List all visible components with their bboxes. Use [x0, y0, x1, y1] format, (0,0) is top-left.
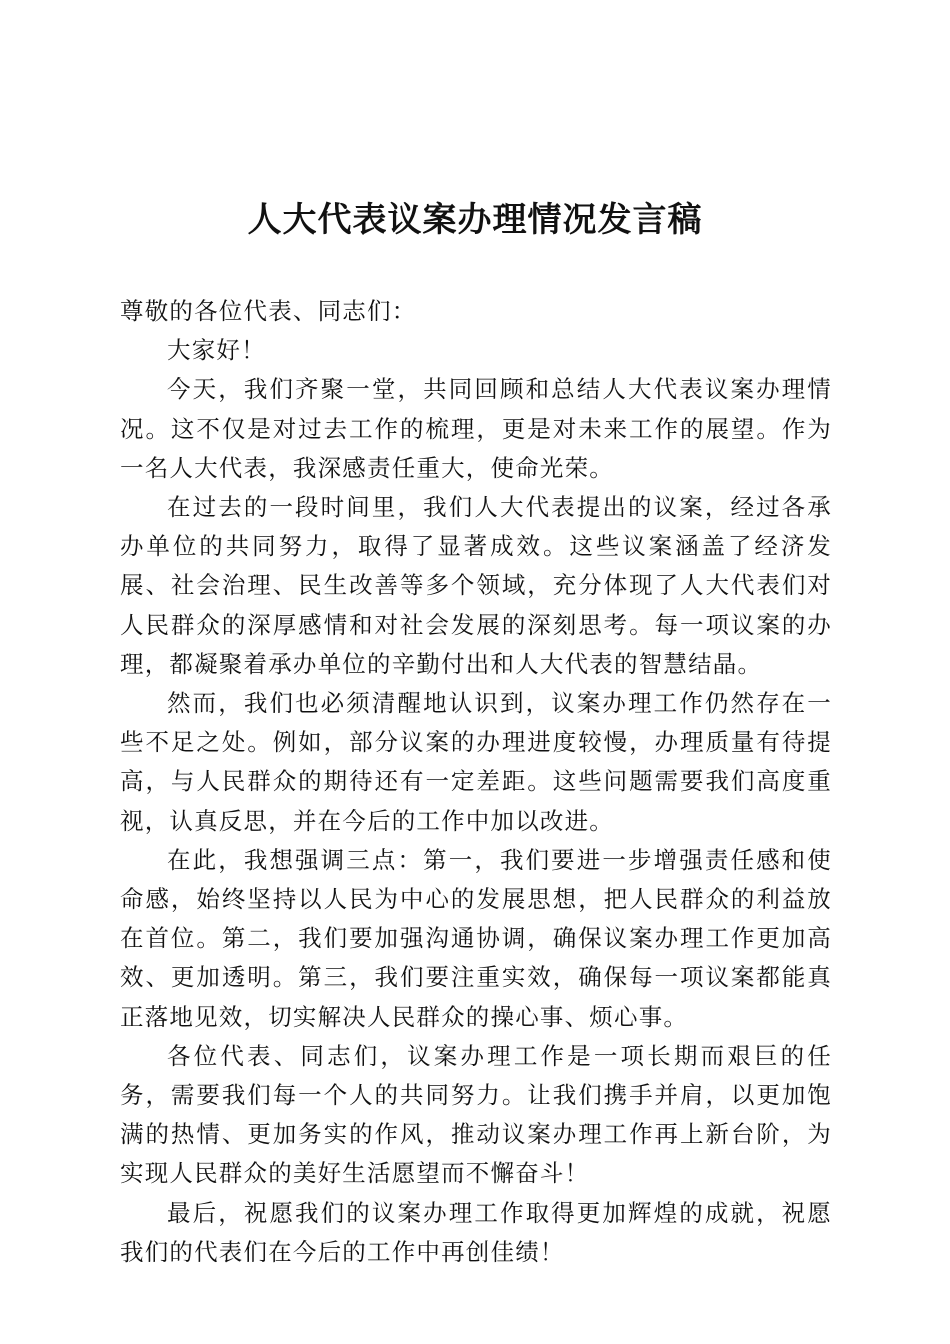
document-title: 人大代表议案办理情况发言稿 — [247, 200, 703, 240]
paragraph-three-points: 在此，我想强调三点：第一，我们要进一步增强责任感和使命感，始终坚持以人民为中心的发展思想，把人民群众的利益放在首位。第二，我们要加强沟通协调，确保议案办理工作更加高效、更加透明。第三，我们要注重实效，确保每一项议案都能真正落地见效，切实解决人民群众的操心事、烦心事。 — [120, 845, 832, 1031]
salutation: 尊敬的各位代表、同志们： — [120, 297, 417, 325]
paragraph-closing: 最后，祝愿我们的议案办理工作取得更加辉煌的成就，祝愿我们的代表们在今后的工作中再创佳绩！ — [120, 1198, 832, 1266]
paragraph-greeting: 大家好！ — [167, 336, 266, 365]
document-body — [120, 292, 832, 1272]
paragraph-shortcomings: 然而，我们也必须清醒地认识到，议案办理工作仍然存在一些不足之处。例如，部分议案的办理进度较慢，办理质量有待提高，与人民群众的期待还有一定差距。这些问题需要我们高度重视，认真反思，并在今后的工作中加以改进。 — [120, 689, 832, 835]
paragraph-intro: 今天，我们齐聚一堂，共同回顾和总结人大代表议案办理情况。这不仅是对过去工作的梳理，更是对未来工作的展望。作为一名人大代表，我深感责任重大，使命光荣。 — [120, 375, 832, 482]
paragraph-call-to-action: 各位代表、同志们，议案办理工作是一项长期而艰巨的任务，需要我们每一个人的共同努力。让我们携手并肩，以更加饱满的热情、更加务实的作风，推动议案办理工作再上新台阶，为实现人民群众的美好生活愿望而不懈奋斗！ — [120, 1041, 832, 1188]
paragraph-achievements: 在过去的一段时间里，我们人大代表提出的议案，经过各承办单位的共同努力，取得了显著成效。这些议案涵盖了经济发展、社会治理、民生改善等多个领域，充分体现了人大代表们对人民群众的深厚感情和对社会发展的深刻思考。每一项议案的办理，都凝聚着承办单位的辛勤付出和人大代表的智慧结晶。 — [120, 493, 832, 678]
